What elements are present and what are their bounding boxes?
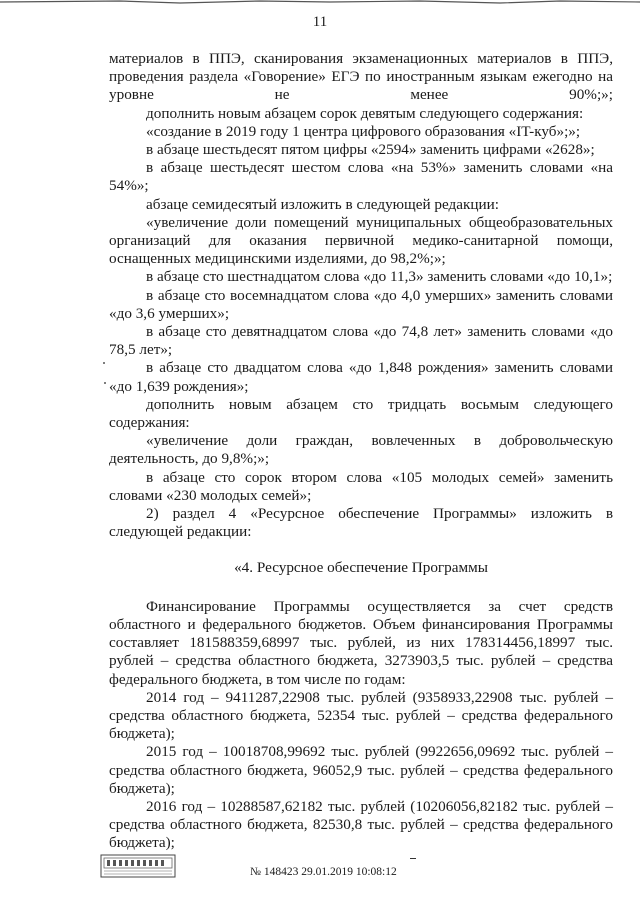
registration-stamp-logo [100, 854, 176, 878]
section-paragraph: 2015 год – 10018708,99692 тыс. рублей (9922656,09692 тыс. рублей – средства областного бюджета, 96052,9 тыс. рублей – средства федерального бюджета); [109, 743, 613, 797]
section-paragraph: 2014 год – 9411287,22908 тыс. рублей (9358933,22908 тыс. рублей – средства областного бюджета, 52354 тыс. рублей – средства федерального бюджета); [109, 688, 613, 743]
section-paragraph: Финансирование Программы осуществляется за счет средств областного и федерального бюджетов. Объем финансирования Программы составляет 181588359,68997 тыс. рублей, из них 178314456,18997 тыс. рублей – средства областного бюджета, 3273903,5 тыс. рублей – средства федерального бюджета, в том числе по годам: [109, 597, 613, 688]
registration-number: № 148423 29.01.2019 10:08:12 [250, 866, 397, 878]
document-body [109, 50, 613, 853]
paragraph: в абзаце шестьдесят шестом слова «на 53%» заменить словами «на 54%»; [109, 159, 613, 195]
paragraph: материалов в ППЭ, сканирования экзаменационных материалов в ППЭ, проведения раздела «Говорение» ЕГЭ по иностранным языкам ежегодно на уровне не менее 90%;»; [109, 50, 613, 104]
scan-speck [104, 382, 106, 384]
paragraph: «увеличение доли помещений муниципальных общеобразовательных организаций для оказания первичной медико-санитарной помощи, оснащенных медицинскими изделиями, до 98,2%;»; [109, 213, 613, 268]
paragraph: абзаце семидесятый изложить в следующей редакции: [146, 195, 499, 213]
scan-top-edge [0, 0, 640, 6]
paragraph: в абзаце сто двадцатом слова «до 1,848 рождения» заменить словами «до 1,639 рождения»; [109, 359, 613, 395]
paragraph: в абзаце сто сорок втором слова «105 молодых семей» заменить словами «230 молодых семей»; [109, 468, 613, 504]
footer [100, 848, 560, 884]
paragraph: «увеличение доли граждан, вовлеченных в добровольческую деятельность, до 9,8%;»; [109, 432, 613, 468]
page-number: 11 [312, 14, 328, 30]
paragraph: дополнить новым абзацем сто тридцать восьмым следующего содержания: [109, 395, 613, 432]
paragraph: в абзаце сто шестнадцатом слова «до 11,3» заменить словами «до 10,1»; [146, 268, 613, 286]
paragraph: в абзаце сто восемнадцатом слова «до 4,0 умерших» заменить словами «до 3,6 умерших»; [109, 286, 613, 322]
section-heading: «4. Ресурсное обеспечение Программы [234, 559, 488, 577]
paragraph: в абзаце шестьдесят пятом цифры «2594» заменить цифрами «2628»; [146, 141, 595, 159]
scan-speck [103, 362, 105, 364]
section-paragraph: 2016 год – 10288587,62182 тыс. рублей (10206056,82182 тыс. рублей – средства областного бюджета, 82530,8 тыс. рублей – средства федерального бюджета); [109, 797, 613, 852]
paragraph: в абзаце сто девятнадцатом слова «до 74,8 лет» заменить словами «до 78,5 лет»; [109, 323, 613, 359]
paragraph: 2) раздел 4 «Ресурсное обеспечение Программы» изложить в следующей редакции: [109, 505, 613, 541]
footer-dash [410, 858, 416, 859]
paragraph: дополнить новым абзацем сорок девятым следующего содержания: [146, 104, 584, 122]
paragraph: «создание в 2019 году 1 центра цифрового образования «IT-куб»;»; [146, 122, 581, 140]
